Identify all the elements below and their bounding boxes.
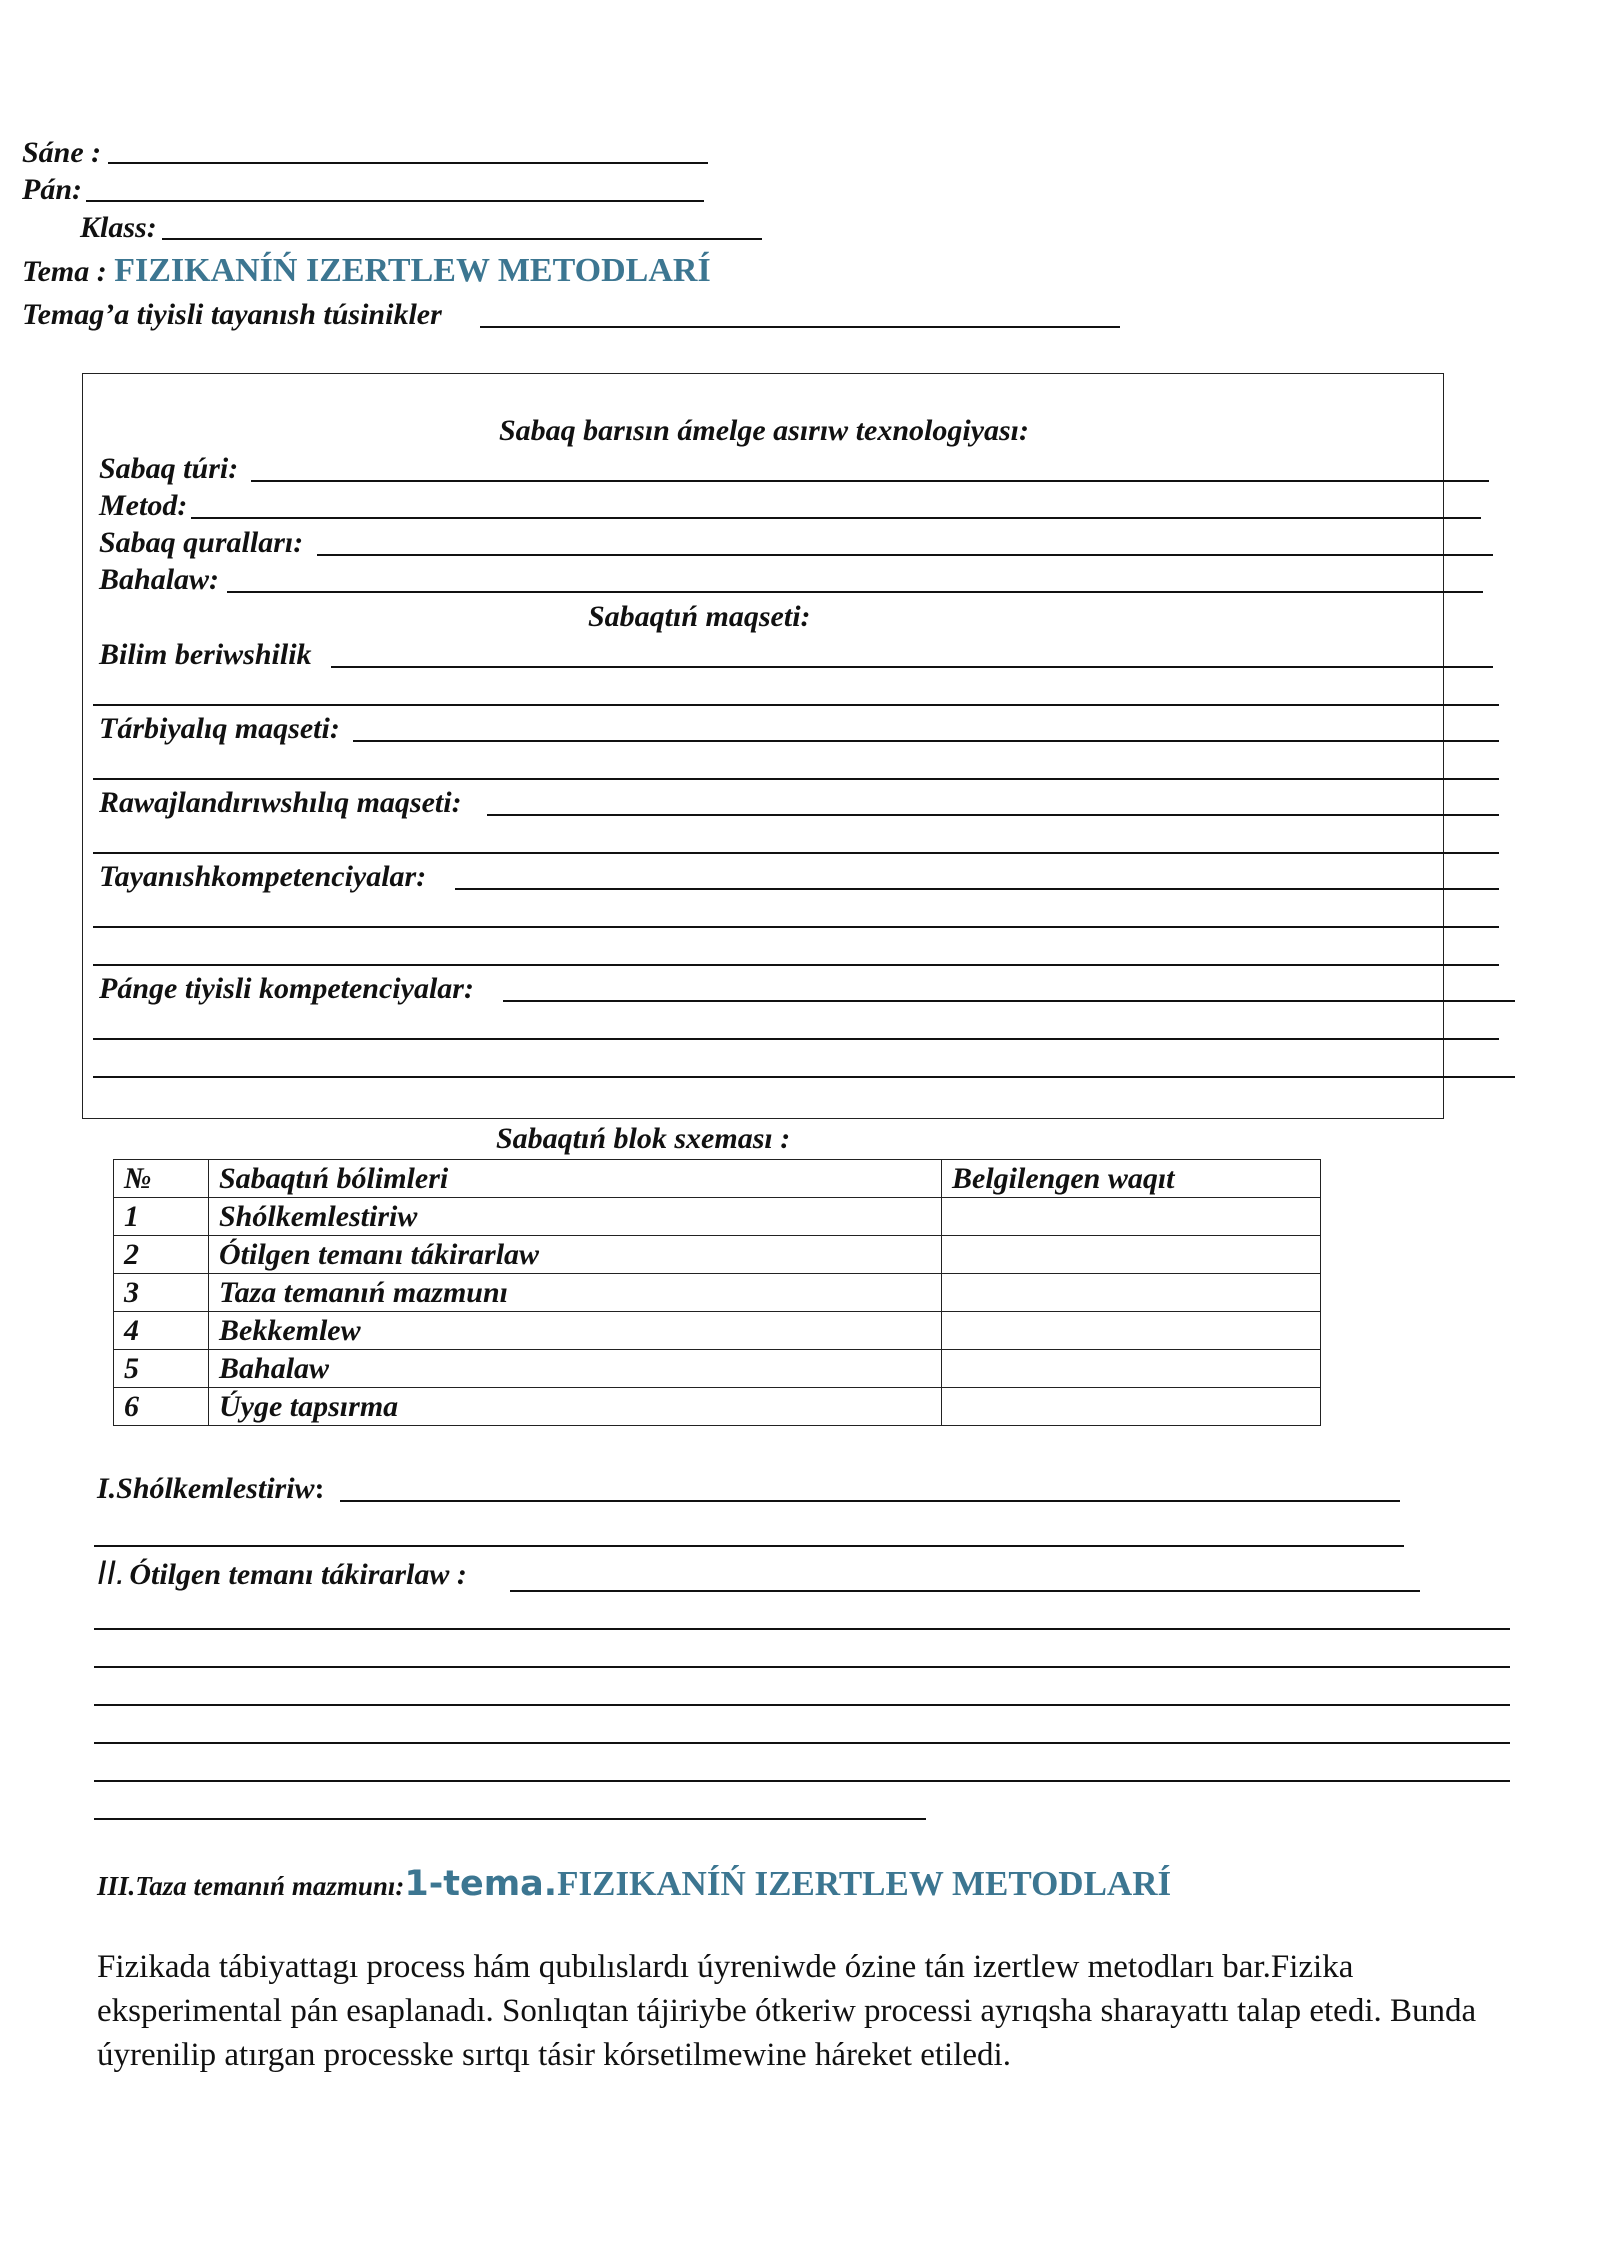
topic-row xyxy=(22,252,711,290)
row-time-cell[interactable] xyxy=(942,1198,1321,1236)
subject-label: Pán: xyxy=(22,173,82,206)
table-row xyxy=(114,1274,1321,1312)
subject-input-line[interactable] xyxy=(86,200,704,202)
developmental-goal-line-2[interactable] xyxy=(93,852,1499,854)
date-input-line[interactable] xyxy=(108,162,708,164)
developmental-goal-label: Rawajlandırıwshılıq maqseti: xyxy=(99,786,462,819)
class-input-line[interactable] xyxy=(162,238,762,240)
row-number: 2 xyxy=(114,1236,209,1274)
row-section: Bekkemlew xyxy=(209,1312,942,1350)
concepts-input-line[interactable] xyxy=(480,326,1120,328)
assessment-line[interactable] xyxy=(227,591,1483,593)
header-time: Belgilengen waqıt xyxy=(942,1160,1321,1198)
section-1-label: I.Shólkemlestiriw xyxy=(97,1472,315,1505)
goals-title: Sabaqtıń maqseti: xyxy=(588,600,811,633)
row-section: Ótilgen temanı tákirarlaw xyxy=(209,1236,942,1274)
row-time-cell[interactable] xyxy=(942,1388,1321,1426)
section-1-colon: : xyxy=(314,1472,325,1505)
class-label: Klass: xyxy=(80,211,157,244)
table-row xyxy=(114,1312,1321,1350)
section-3-value-prefix: 1-tema. xyxy=(404,1864,558,1904)
section-2-line[interactable] xyxy=(510,1590,1420,1592)
schema-title: Sabaqtıń blok sxeması : xyxy=(496,1122,791,1155)
row-section: Bahalaw xyxy=(209,1350,942,1388)
section-2-line-7[interactable] xyxy=(94,1818,926,1820)
section-1-line[interactable] xyxy=(340,1500,1400,1502)
header-number: № xyxy=(114,1160,209,1198)
tools-line[interactable] xyxy=(317,554,1493,556)
educational-goal-label: Tárbiyalıq maqseti: xyxy=(99,712,340,745)
subject-competencies-line-2[interactable] xyxy=(93,1038,1499,1040)
lesson-technology-box xyxy=(82,373,1444,1119)
topic-label: Tema : xyxy=(22,255,107,288)
section-3-value-title: FIZIKANÍŃ IZERTLEW METODLARÍ xyxy=(557,1864,1172,1903)
row-number: 5 xyxy=(114,1350,209,1388)
topic-value: FIZIKANÍŃ IZERTLEW METODLARÍ xyxy=(114,252,711,289)
table-row xyxy=(114,1236,1321,1274)
row-section: Taza temanıń mazmunı xyxy=(209,1274,942,1312)
table-header-row xyxy=(114,1160,1321,1198)
knowledge-line[interactable] xyxy=(331,666,1493,668)
developmental-goal-line[interactable] xyxy=(487,814,1499,816)
lesson-schema-table xyxy=(113,1159,1321,1426)
subject-competencies-line-3[interactable] xyxy=(93,1076,1515,1078)
row-number: 6 xyxy=(114,1388,209,1426)
table-row xyxy=(114,1350,1321,1388)
section-2-line-3[interactable] xyxy=(94,1666,1510,1668)
core-competencies-line-3[interactable] xyxy=(93,964,1499,966)
section-3-label: III.Taza temanıń mazmunı: xyxy=(97,1871,405,1901)
section-2-line-6[interactable] xyxy=(94,1780,1510,1782)
row-number: 3 xyxy=(114,1274,209,1312)
core-competencies-line-2[interactable] xyxy=(93,926,1499,928)
section-2-line-4[interactable] xyxy=(94,1704,1510,1706)
header-sections: Sabaqtıń bólimleri xyxy=(209,1160,942,1198)
row-time-cell[interactable] xyxy=(942,1274,1321,1312)
assessment-label: Bahalaw: xyxy=(99,563,220,596)
knowledge-label: Bilim beriwshilik xyxy=(99,638,312,671)
tech-box-title: Sabaq barısın ámelge asırıw texnologiyası: xyxy=(498,414,1030,447)
section-1-line-2[interactable] xyxy=(94,1545,1404,1547)
row-section: Úyge tapsırma xyxy=(209,1388,942,1426)
row-number: 4 xyxy=(114,1312,209,1350)
body-paragraph: Fizikada tábiyattagı process hám qubılıslardı úyreniwde ózine tán izertlew metodları bar.Fizika eksperimental pán esaplanadı. Sonlıqtan tájiriybe ótkeriw processi ayrıqsha sharayattı talap etedi. Bunda úyrenilip atırgan processke sırtqı tásir kórsetilmewine háreket etiledi. xyxy=(97,1949,1477,2073)
core-competencies-line[interactable] xyxy=(455,888,1499,890)
row-section: Shólkemlestiriw xyxy=(209,1198,942,1236)
tools-label: Sabaq quralları: xyxy=(99,526,304,559)
section-2-line-5[interactable] xyxy=(94,1742,1510,1744)
knowledge-line-2[interactable] xyxy=(93,704,1499,706)
table-row xyxy=(114,1198,1321,1236)
section-2-line-2[interactable] xyxy=(94,1628,1510,1630)
method-label: Metod: xyxy=(99,489,188,522)
row-time-cell[interactable] xyxy=(942,1312,1321,1350)
subject-competencies-label: Pánge tiyisli kompetenciyalar: xyxy=(99,972,474,1005)
core-competencies-label: Tayanıshkompetenciyalar: xyxy=(99,860,427,893)
section-2-row xyxy=(97,1554,467,1593)
section-1-row xyxy=(97,1472,325,1506)
section-2-label: Ótilgen temanı tákirarlaw : xyxy=(129,1558,467,1591)
subject-competencies-line[interactable] xyxy=(503,1000,1515,1002)
method-line[interactable] xyxy=(191,517,1481,519)
table-row xyxy=(114,1388,1321,1426)
concepts-label: Temag’a tiyisli tayanısh túsinikler xyxy=(22,298,442,331)
section-3-row xyxy=(97,1864,1171,1904)
educational-goal-line[interactable] xyxy=(353,740,1499,742)
educational-goal-line-2[interactable] xyxy=(93,778,1499,780)
lesson-type-label: Sabaq túri: xyxy=(99,452,239,485)
lesson-type-line[interactable] xyxy=(251,480,1489,482)
row-time-cell[interactable] xyxy=(942,1350,1321,1388)
date-label: Sáne : xyxy=(22,136,102,169)
section-2-numeral: II. xyxy=(97,1554,126,1592)
row-number: 1 xyxy=(114,1198,209,1236)
row-time-cell[interactable] xyxy=(942,1236,1321,1274)
